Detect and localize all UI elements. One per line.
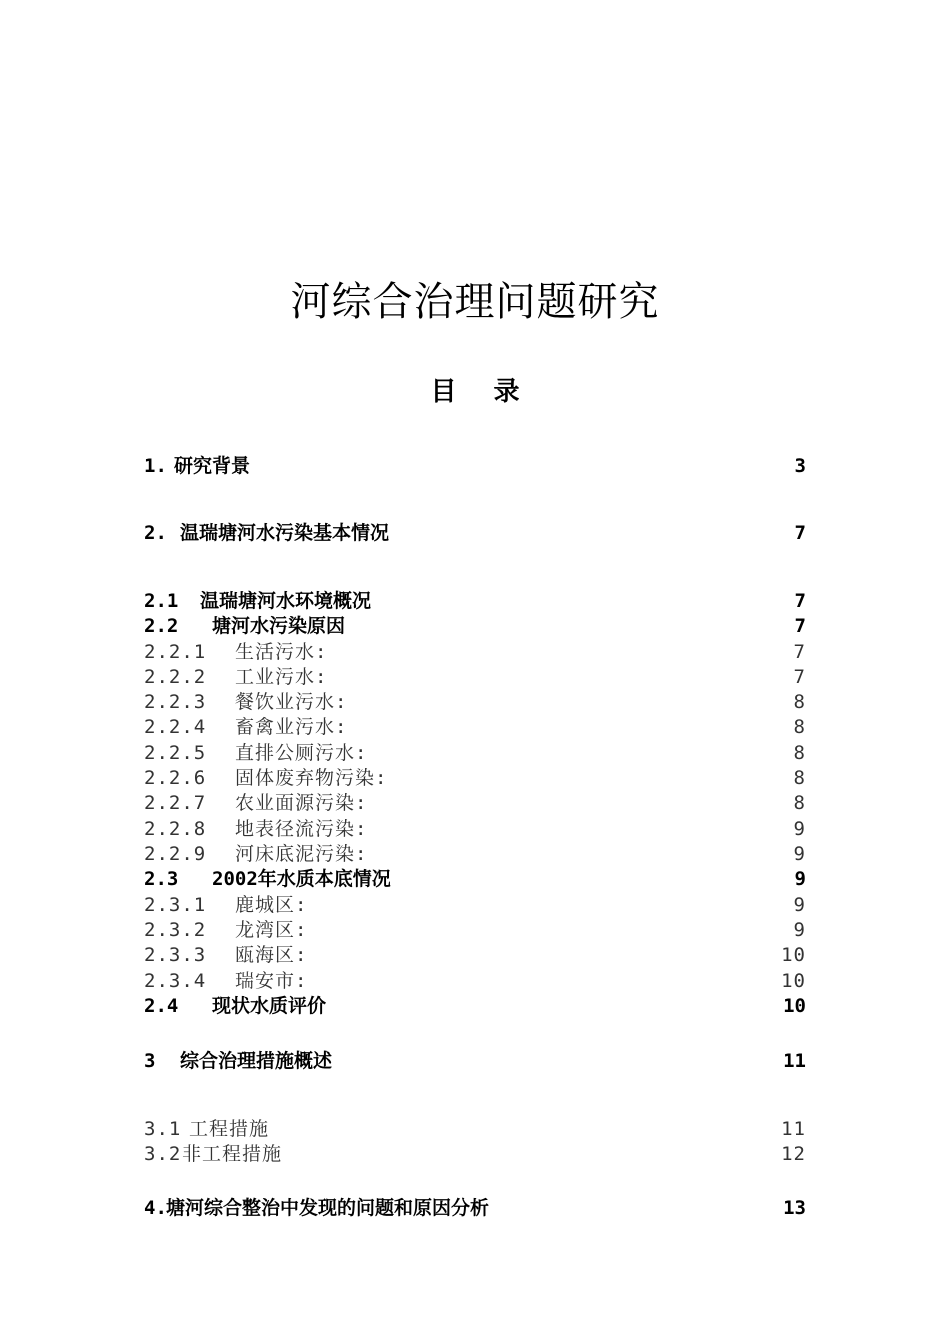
toc-entry[interactable] [144, 1049, 806, 1074]
toc-entry[interactable] [144, 1117, 806, 1142]
toc-label: 现状水质评价 [212, 995, 327, 1017]
toc-page: 10 [781, 944, 806, 966]
toc-number: 2.3.3 [144, 944, 207, 966]
toc-entry[interactable] [144, 665, 806, 690]
toc-number: 2.2.4 [144, 716, 207, 738]
toc-heading: 目 录 [430, 377, 534, 407]
toc-label: 工业污水: [235, 666, 328, 688]
toc-entry[interactable] [144, 715, 806, 740]
toc-page: 8 [793, 792, 806, 814]
toc-number: 2.2.8 [144, 818, 207, 840]
toc-page: 13 [783, 1197, 806, 1219]
toc-number: 3 [144, 1050, 156, 1072]
toc-page: 8 [793, 716, 806, 738]
toc-label: 河床底泥污染: [235, 843, 368, 865]
toc-entry[interactable] [144, 994, 806, 1019]
toc-page: 7 [794, 522, 806, 544]
toc-label: 畜禽业污水: [235, 716, 348, 738]
toc-page: 8 [793, 767, 806, 789]
toc-label: 瑞安市: [235, 970, 308, 992]
toc-number: 2.3.1 [144, 894, 207, 916]
toc-number: 2.2.6 [144, 767, 207, 789]
toc-label: 塘河综合整治中发现的问题和原因分析 [166, 1197, 490, 1219]
toc-entry[interactable] [144, 690, 806, 715]
toc-entry[interactable] [144, 454, 806, 479]
toc-number: 2.2.1 [144, 641, 207, 663]
toc-page: 9 [794, 868, 806, 890]
toc-number: 2.2.7 [144, 792, 207, 814]
toc-number: 2.3.2 [144, 919, 207, 941]
toc-page: 9 [793, 919, 806, 941]
toc-number: 2.2.5 [144, 742, 207, 764]
toc-page: 10 [781, 970, 806, 992]
toc-entry[interactable] [144, 741, 806, 766]
toc-label: 龙湾区: [235, 919, 308, 941]
toc-label: 直排公厕污水: [235, 742, 368, 764]
toc-number: 2.3 [144, 868, 179, 890]
toc-page: 10 [783, 995, 806, 1017]
document-title: 河综合治理问题研究 [290, 279, 660, 325]
toc-entry[interactable] [144, 640, 806, 665]
toc-number: 2.2.3 [144, 691, 207, 713]
toc-number: 2.1 [144, 590, 179, 612]
toc-entry[interactable] [144, 817, 806, 842]
toc-number: 3.2 [144, 1143, 182, 1165]
toc-entry[interactable] [144, 842, 806, 867]
toc-label: 地表径流污染: [235, 818, 368, 840]
toc-entry[interactable] [144, 766, 806, 791]
toc-page: 9 [793, 843, 806, 865]
toc-page: 7 [793, 666, 806, 688]
toc-label: 固体废弃物污染: [235, 767, 388, 789]
toc-label: 餐饮业污水: [235, 691, 348, 713]
toc-entry[interactable] [144, 1142, 806, 1167]
toc-number: 2.3.4 [144, 970, 207, 992]
toc-label: 2002年水质本底情况 [212, 868, 391, 890]
toc-label: 生活污水: [235, 641, 328, 663]
toc-page: 9 [793, 894, 806, 916]
toc-label: 温瑞塘河水污染基本情况 [180, 522, 390, 544]
toc-entry[interactable] [144, 614, 806, 639]
toc-label: 研究背景 [174, 455, 251, 477]
toc-page: 7 [794, 615, 806, 637]
toc-label: 温瑞塘河水环境概况 [200, 590, 372, 612]
toc-page: 9 [793, 818, 806, 840]
toc-entry[interactable] [144, 969, 806, 994]
toc-number: 2.4 [144, 995, 179, 1017]
toc-page: 11 [783, 1050, 806, 1072]
toc-page: 3 [794, 455, 806, 477]
toc-page: 7 [794, 590, 806, 612]
toc-entry[interactable] [144, 1196, 806, 1221]
toc-label: 鹿城区: [235, 894, 308, 916]
toc-number: 2.2.2 [144, 666, 207, 688]
toc-number: 3.1 [144, 1118, 182, 1140]
toc-number: 2.2.9 [144, 843, 207, 865]
toc-label: 非工程措施 [182, 1143, 283, 1165]
toc-number: 2.2 [144, 615, 179, 637]
toc-number: 4. [144, 1197, 167, 1219]
toc-label: 农业面源污染: [235, 792, 368, 814]
toc-label: 工程措施 [189, 1118, 270, 1140]
toc-page: 11 [781, 1118, 806, 1140]
toc-page: 7 [793, 641, 806, 663]
toc-entry[interactable] [144, 589, 806, 614]
toc-entry[interactable] [144, 521, 806, 546]
toc-entry[interactable] [144, 893, 806, 918]
toc-label: 综合治理措施概述 [180, 1050, 333, 1072]
toc-entry[interactable] [144, 791, 806, 816]
toc-page: 8 [793, 742, 806, 764]
toc-entry[interactable] [144, 918, 806, 943]
toc-entry[interactable] [144, 867, 806, 892]
toc-label: 瓯海区: [235, 944, 308, 966]
toc-number: 1. [144, 455, 167, 477]
toc-page: 8 [793, 691, 806, 713]
toc-page: 12 [781, 1143, 806, 1165]
toc-label: 塘河水污染原因 [212, 615, 346, 637]
toc-number: 2. [144, 522, 167, 544]
toc-entry[interactable] [144, 943, 806, 968]
